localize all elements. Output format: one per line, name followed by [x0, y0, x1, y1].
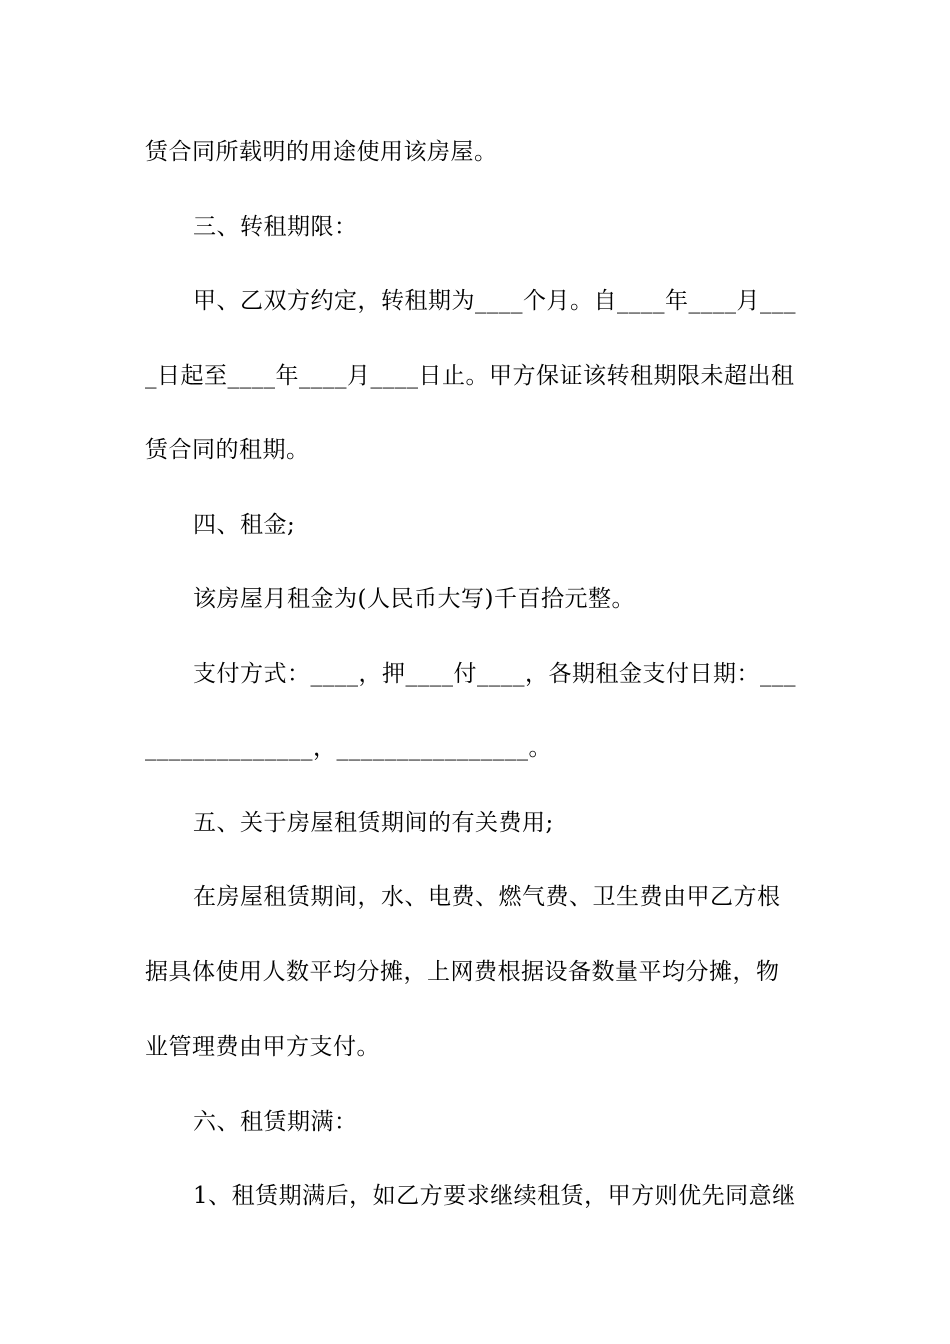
text-line: 据具体使用人数平均分摊，上网费根据设备数量平均分摊，物 [145, 959, 780, 985]
section-heading: 三、转租期限： [193, 214, 358, 240]
text-line: 在房屋租赁期间，水、电费、燃气费、卫生费由甲乙方根 [193, 884, 781, 910]
text-line: 赁合同所载明的用途使用该房屋。 [145, 139, 498, 165]
text-line: 该房屋月租金为(人民币大写)千百拾元整。 [193, 586, 635, 612]
text-line: 支付方式：____，押____付____，各期租金支付日期：___ [193, 661, 796, 687]
text-line: 业管理费由甲方支付。 [145, 1034, 380, 1060]
text-line: 赁合同的租期。 [145, 437, 310, 463]
text-line: 1、租赁期满后，如乙方要求继续租赁，甲方则优先同意继 [193, 1183, 796, 1209]
section-heading: 五、关于房屋租赁期间的有关费用; [193, 810, 554, 836]
text-line: 甲、乙双方约定，转租期为____个月。自____年____月___ [193, 288, 796, 314]
text-line: ______________，________________。 [145, 735, 552, 761]
section-heading: 六、租赁期满： [193, 1109, 358, 1135]
text-line: _日起至____年____月____日止。甲方保证该转租期限未超出租 [145, 363, 795, 389]
section-heading: 四、租金; [193, 512, 296, 538]
